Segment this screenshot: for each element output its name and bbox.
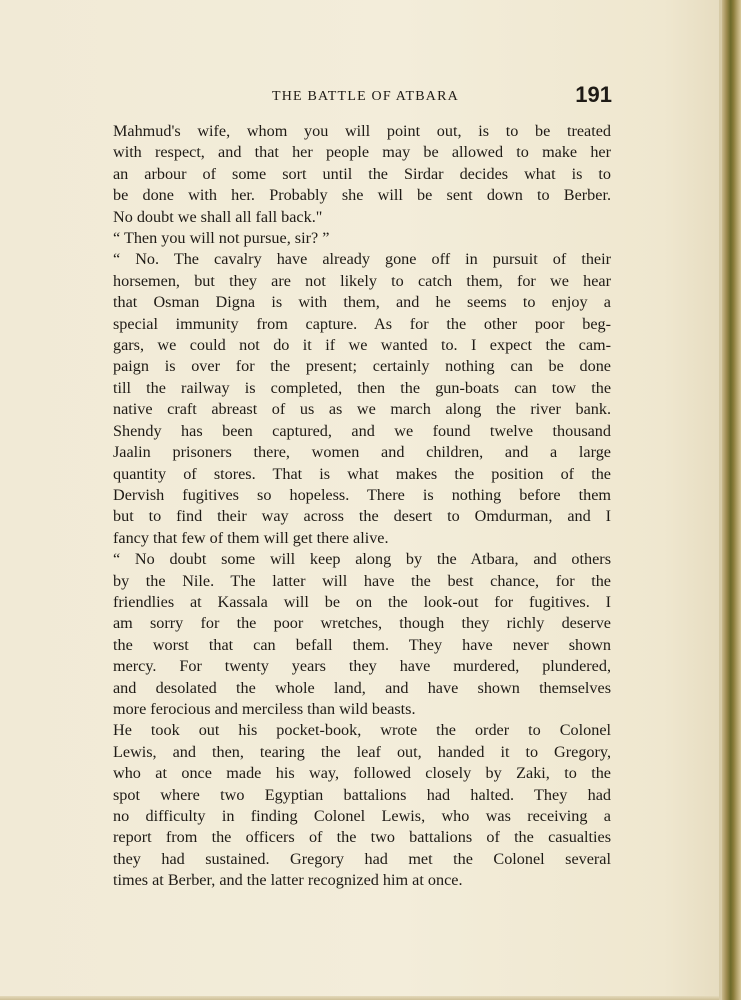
text-line: times at Berber, and the latter recognized him at once. — [113, 871, 463, 890]
text-line: quantity of stores. That is what makes the position of the — [113, 464, 611, 483]
text-line: who at once made his way, followed closely by Zaki, to the — [113, 764, 611, 783]
text-line: but to find their way across the desert to Omdurman, and I — [113, 507, 611, 526]
text-line: friendlies at Kassala will be on the look-out for fugitives. I — [113, 592, 611, 611]
text-line: No doubt we shall all fall back." — [113, 207, 323, 226]
text-line: Shendy has been captured, and we found twelve thousand — [113, 421, 611, 440]
text-line: horsemen, but they are not likely to catch them, for we hear — [113, 271, 611, 290]
text-line: more ferocious and merciless than wild beasts. — [113, 699, 416, 718]
page-bottom-edge — [0, 996, 722, 1000]
text-line: and desolated the whole land, and have shown themselves — [113, 678, 611, 697]
text-line: “ No doubt some will keep along by the Atbara, and others — [113, 550, 611, 569]
text-line: no difficulty in finding Colonel Lewis, who was receiving a — [113, 807, 611, 825]
text-line: “ Then you will not pursue, sir? ” — [113, 229, 330, 248]
text-line: Mahmud's wife, whom you will point out, is to be treated — [113, 122, 611, 140]
text-line: He took out his pocket-book, wrote the order to Colonel — [113, 721, 611, 740]
book-spine — [722, 0, 741, 1000]
text-line: they had sustained. Gregory had met the Colonel several — [113, 849, 611, 868]
text-line: Lewis, and then, tearing the leaf out, handed it to Gregory, — [113, 742, 611, 761]
text-line: fancy that few of them will get there alive. — [113, 528, 389, 547]
running-head: THE BATTLE OF ATBARA — [272, 89, 459, 104]
text-line: gars, we could not do it if we wanted to. I expect the cam- — [113, 336, 611, 355]
text-line: be done with her. Probably she will be sent down to Berber. — [113, 186, 611, 205]
text-line: mercy. For twenty years they have murdered, plundered, — [113, 657, 611, 676]
text-line: paign is over for the present; certainly nothing can be done — [113, 357, 611, 376]
text-line: spot where two Egyptian battalions had halted. They had — [113, 785, 611, 804]
page-header — [112, 84, 612, 110]
text-line: “ No. The cavalry have already gone off in pursuit of their — [113, 250, 611, 269]
text-line: report from the officers of the two battalions of the casualties — [113, 828, 611, 847]
text-line: till the railway is completed, then the gun-boats can tow the — [113, 378, 611, 397]
text-line: with respect, and that her people may be allowed to make her — [113, 143, 611, 162]
text-line: special immunity from capture. As for the other poor beg- — [113, 314, 611, 333]
text-line: by the Nile. The latter will have the best chance, for the — [113, 571, 611, 590]
text-line: Jaalin prisoners there, women and children, and a large — [113, 443, 611, 462]
text-line: native craft abreast of us as we march along the river bank. — [113, 400, 611, 419]
text-line: Dervish fugitives so hopeless. There is nothing before them — [113, 485, 611, 504]
text-line: that Osman Digna is with them, and he seems to enjoy a — [113, 293, 611, 312]
body-text — [113, 121, 611, 892]
page-number: 191 — [575, 82, 612, 107]
text-line: the worst that can befall them. They have never shown — [113, 635, 611, 654]
text-line: an arbour of some sort until the Sirdar decides what is to — [113, 164, 611, 183]
text-line: am sorry for the poor wretches, though they richly deserve — [113, 614, 611, 633]
